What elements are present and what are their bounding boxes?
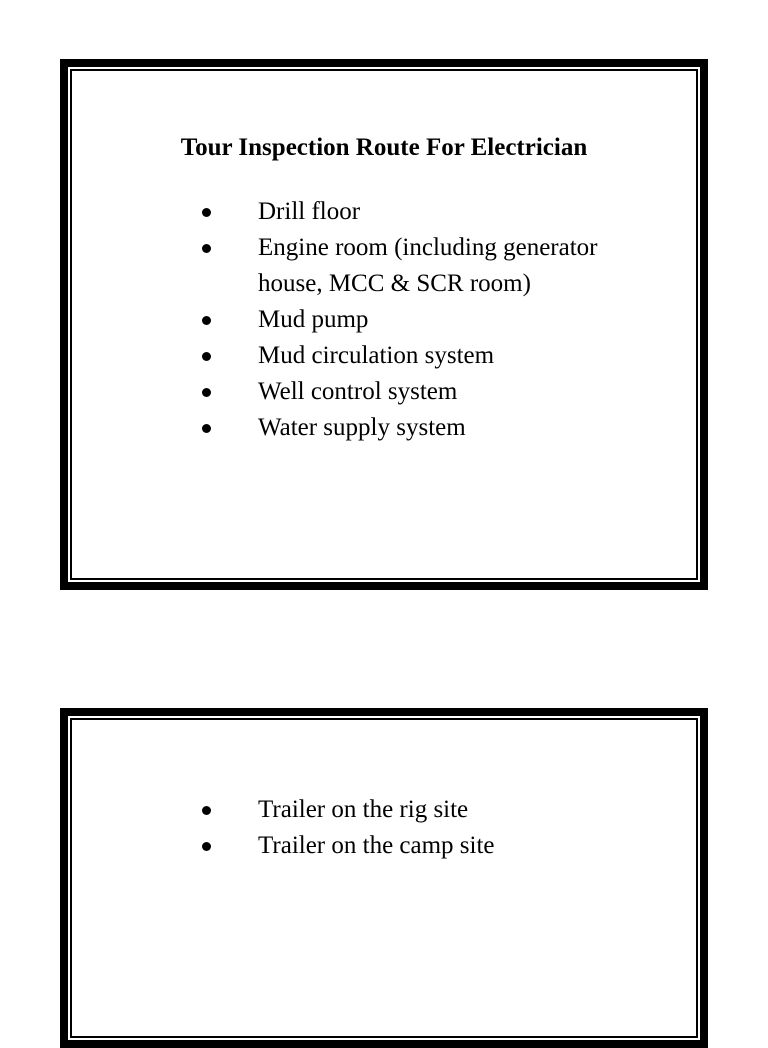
list-item-text: Water supply system — [258, 414, 466, 441]
list-item-text: Mud circulation system — [258, 342, 495, 369]
list-item-text: Trailer on the camp site — [258, 832, 495, 859]
list-item — [198, 410, 638, 446]
bullet-icon — [202, 208, 211, 217]
list-item — [198, 828, 638, 864]
bullet-icon — [202, 424, 211, 433]
bullet-icon — [202, 352, 211, 361]
slide-frame-1 — [60, 59, 708, 590]
slide-inner-border — [70, 718, 698, 1038]
slide-inner-border — [70, 69, 698, 580]
list-item — [198, 302, 638, 338]
list-item-text: Well control system — [258, 378, 458, 405]
list-item — [198, 374, 638, 410]
list-item-text: Trailer on the rig site — [258, 796, 469, 823]
list-item — [198, 230, 638, 302]
slide-frame-2 — [60, 708, 708, 1048]
bullet-icon — [202, 806, 211, 815]
bullet-icon — [202, 842, 211, 851]
list-item — [198, 338, 638, 374]
bullet-icon — [202, 388, 211, 397]
slide-title: Tour Inspection Route For Electrician — [180, 134, 588, 161]
list-item-text: Drill floor — [258, 198, 361, 225]
list-item — [198, 194, 638, 230]
bullet-icon — [202, 316, 211, 325]
bullet-list — [198, 194, 638, 446]
list-item-text: Mud pump — [258, 306, 369, 333]
list-item-text: Engine room (including generator house, MCC & SCR room) — [258, 234, 598, 297]
list-item — [198, 792, 638, 828]
bullet-list — [198, 792, 638, 864]
bullet-icon — [202, 244, 211, 253]
